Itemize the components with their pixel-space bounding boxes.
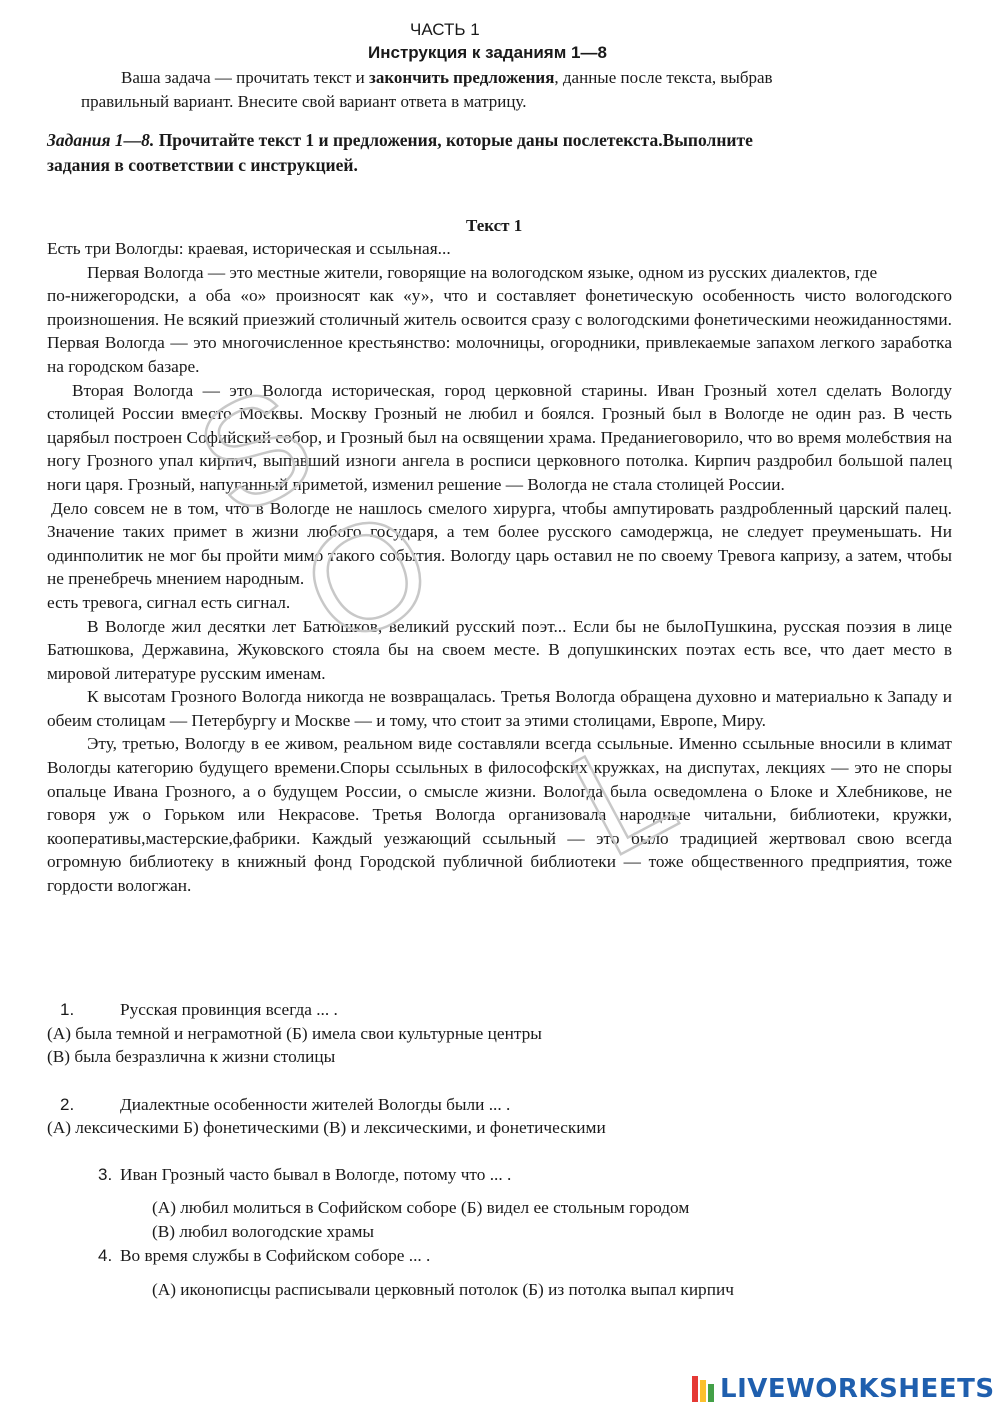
question-stem: Русская провинция всегда ... . bbox=[120, 1000, 338, 1019]
paragraph: Первая Вологда — это местные жители, говорящие на вологодском языке, одном из русских диалектов, где bbox=[87, 262, 878, 282]
answer-options[interactable]: (В) любил вологодские храмы bbox=[152, 1222, 374, 1241]
paragraph: по-нижегородски, а оба «о» произносят как «у», что и составляет фонетическую особенность чисто вологодского произношения. Не всякий приезжий столичный житель освоится сразу с вологодскими фонетическими неожиданностями. Первая Вологда — это многочисленное крестьянство: молочницы, огородники, привлекаемые запахом легкого заработка на городском базаре. bbox=[47, 286, 952, 376]
question-stem: Диалектные особенности жителей Вологды были ... . bbox=[120, 1095, 511, 1114]
answer-options[interactable]: (А) любил молиться в Софийском соборе (Б) видел ее стольным городом bbox=[152, 1198, 690, 1217]
answer-options[interactable]: (А) лексическими Б) фонетическими (В) и лексическими, и фонетическими bbox=[47, 1118, 606, 1137]
task-instruction-line-1: Задания 1—8. Прочитайте текст 1 и предложения, которые даны послетекста.Выполните bbox=[47, 130, 753, 150]
question-stem: Во время службы в Софийском соборе ... . bbox=[120, 1246, 431, 1265]
question-number: 1. bbox=[60, 1000, 75, 1019]
task-instruction-line-2: задания в соответствии с инструкцией. bbox=[47, 155, 358, 175]
liveworksheets-logo-text: LIVEWORKSHEETS bbox=[720, 1374, 995, 1404]
liveworksheets-logo-icon bbox=[692, 1376, 714, 1402]
paragraph: Эту, третью, Вологду в ее живом, реальном виде составляли всегда ссыльные. Именно ссыльные вносили в климат Вологды категорию будущего времени.Споры ссыльных в философских кружках, на диспутах, лекциях — это не споры опальце Ивана Грозного, а о будущем России, о смысле жизни. Вологда была осведомлена о Блоке и Хлебникове, не говоря уж о Горьком или Некрасове. Третья Вологда организовала народные читальни, библиотеки, кружки, кооперативы,мастерские,фабрики. Каждый уезжающий ссыльный — это было традицией жертвовал свою всегда огромную библиотеку в книжный фонд Городской публичной библиотеки — тоже общественного предприятия, тоже гордости вологжан. bbox=[47, 734, 952, 896]
watermark-letter-o: O bbox=[276, 475, 459, 679]
instruction-line-1: Ваша задача — прочитать текст и закончить предложения, данные после текста, выбрав bbox=[121, 68, 773, 87]
text-title: Текст 1 bbox=[466, 216, 523, 235]
paragraph: Есть три Вологды: краевая, историческая и ссыльная... bbox=[47, 239, 451, 258]
question-number: 4. bbox=[98, 1246, 113, 1265]
paragraph: К высотам Грозного Вологда никогда не возвращалась. Третья Вологда обращена духовно и материально к Западу и обеим столицам — Петербургу и Москве — и тому, что стоит за этими столицами, Европе, Миру. bbox=[47, 687, 952, 730]
liveworksheets-logo bbox=[692, 1374, 995, 1404]
answer-options[interactable]: (А) была темной и неграмотной (Б) имела свои культурные центры bbox=[47, 1024, 542, 1043]
paragraph: Дело совсем не в том, что в Вологде не нашлось смелого хирурга, чтобы ампутировать раздробленный царский палец. Значение таких примет в жизни любого государя, а тем более русского самодержца, не следует преуменьшать. Ни одинполитик не мог бы пройти мимо такого события. Вологду царь оставил не по своему Тревога капризу, а затем, чтобы не пренебречь мнением народным. bbox=[47, 498, 952, 589]
reading-text bbox=[47, 237, 952, 898]
paragraph: есть тревога, сигнал есть сигнал. bbox=[47, 592, 291, 612]
answer-options[interactable]: (В) была безразлична к жизни столицы bbox=[47, 1047, 336, 1066]
question-number: 2. bbox=[60, 1095, 75, 1114]
question-stem: Иван Грозный часто бывал в Вологде, потому что ... . bbox=[120, 1165, 512, 1184]
answer-options[interactable]: (А) иконописцы расписывали церковный потолок (Б) из потолка выпал кирпич bbox=[152, 1280, 734, 1299]
instruction-title: Инструкция к заданиям 1—8 bbox=[368, 43, 607, 62]
part-label: ЧАСТЬ 1 bbox=[410, 20, 480, 39]
watermark-letter-s: S bbox=[171, 352, 339, 549]
paragraph: В Вологде жил десятки лет Батюшков, великий русский поэт... Если бы не былоПушкина, русская поэзия в лице Батюшкова, Державина, Жуковского стояла бы на своем месте. В допушкинских поэтах есть все, что дает место в мировой литературе русским именам. bbox=[47, 616, 952, 683]
question-number: 3. bbox=[98, 1165, 113, 1184]
paragraph: Вторая Вологда — это Вологда историческая, город церковной старины. Иван Грозный хотел сделать Вологду столицей России вместо Москвы. Москву Грозный не любил и боялся. Грозный был в Вологде не один раз. В честь царябыл построен Софийский собор, и Грозный был на освящении храма. Преданиеговорило, что во время молебствия на ногу Грозного упал кирпич, выпавший изноги ангела в росписи церковного потолка. Кирпич раздробил большой палец ноги царя. Грозный, напуганный приметой, изменил решение — Вологда не стала столицей России. bbox=[47, 380, 952, 494]
instruction-line-2: правильный вариант. Внесите свой вариант ответа в матрицу. bbox=[81, 92, 527, 111]
watermark-letter-l: L bbox=[546, 700, 699, 889]
